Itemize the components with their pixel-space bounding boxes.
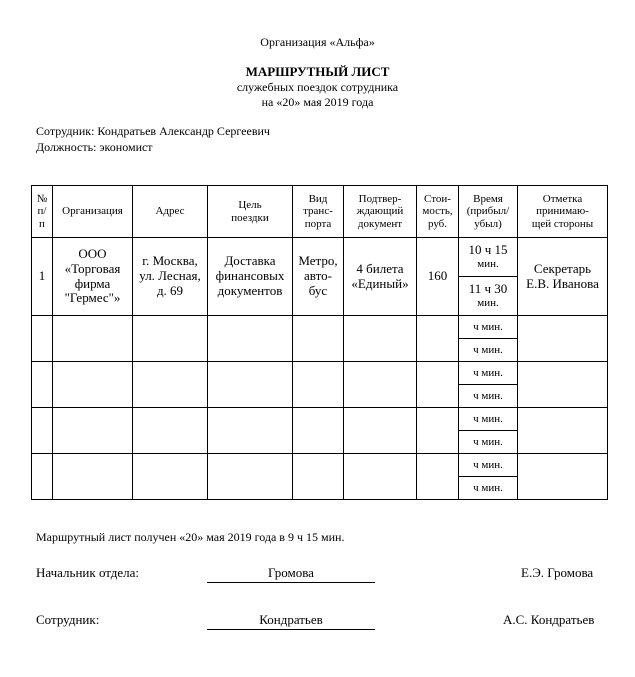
empty-time-cell: ч мин. xyxy=(459,316,518,339)
header-cost: Стои- мость, руб. xyxy=(417,186,459,238)
header-mark: Отметка принимаю- щей стороны xyxy=(518,186,608,238)
empty-time-cell: ч мин. xyxy=(459,454,518,477)
row1-mark: Секретарь Е.В. Иванова xyxy=(518,238,608,316)
header-address: Адрес xyxy=(133,186,208,238)
empty-time-cell: ч мин. xyxy=(459,431,518,454)
document-date: на «20» мая 2019 года xyxy=(261,95,374,109)
document-title: МАРШРУТНЫЙ ЛИСТ xyxy=(245,64,390,79)
document-subtitle: служебных поездок сотрудника xyxy=(236,80,399,94)
organization-name: Организация «Альфа» xyxy=(260,35,375,49)
received-line: Маршрутный лист получен «20» мая 2019 года в 9 ч 15 мин. xyxy=(36,530,345,544)
header-purpose: Цель поездки xyxy=(208,186,293,238)
empty-time-cell: ч мин. xyxy=(459,385,518,408)
empty-time-cell: ч мин. xyxy=(459,339,518,362)
row1-num: 1 xyxy=(32,238,53,316)
empty-time-cell: ч мин. xyxy=(459,362,518,385)
position-line: Должность: экономист xyxy=(36,140,153,154)
table-row xyxy=(32,454,608,477)
row1-address: г. Москва, ул. Лесная, д. 69 xyxy=(133,238,208,316)
header-time: Время (прибыл/ убыл) xyxy=(459,186,518,238)
table-header-row xyxy=(32,186,608,238)
row1-document: 4 билета «Единый» xyxy=(344,238,417,316)
employee-name: А.С. Кондратьев xyxy=(503,612,595,627)
row1-transport: Метро, авто- бус xyxy=(293,238,344,316)
header-document: Подтвер- ждающий документ xyxy=(344,186,417,238)
employee-signature: Кондратьев xyxy=(207,612,375,630)
row1-cost: 160 xyxy=(417,238,459,316)
head-name: Е.Э. Громова xyxy=(521,565,594,580)
table-row xyxy=(32,238,608,277)
table-row xyxy=(32,316,608,339)
empty-time-cell: ч мин. xyxy=(459,477,518,500)
empty-time-cell: ч мин. xyxy=(459,408,518,431)
header-organization: Организация xyxy=(53,186,133,238)
row1-time-left: 11 ч 30 мин. xyxy=(459,277,518,316)
header-num: № п/ п xyxy=(32,186,53,238)
employee-label: Сотрудник: xyxy=(36,612,100,627)
head-label: Начальник отдела: xyxy=(36,565,140,580)
row1-purpose: Доставка финансовых документов xyxy=(208,238,293,316)
row1-time-arrived: 10 ч 15 мин. xyxy=(459,238,518,277)
row1-organization: ООО «Торговая фирма "Гермес"» xyxy=(53,238,133,316)
header-transport: Вид транс- порта xyxy=(293,186,344,238)
head-signature: Громова xyxy=(207,565,375,583)
table-row xyxy=(32,362,608,385)
route-table xyxy=(31,185,608,500)
table-row xyxy=(32,408,608,431)
employee-line: Сотрудник: Кондратьев Александр Сергеевич xyxy=(36,124,270,138)
